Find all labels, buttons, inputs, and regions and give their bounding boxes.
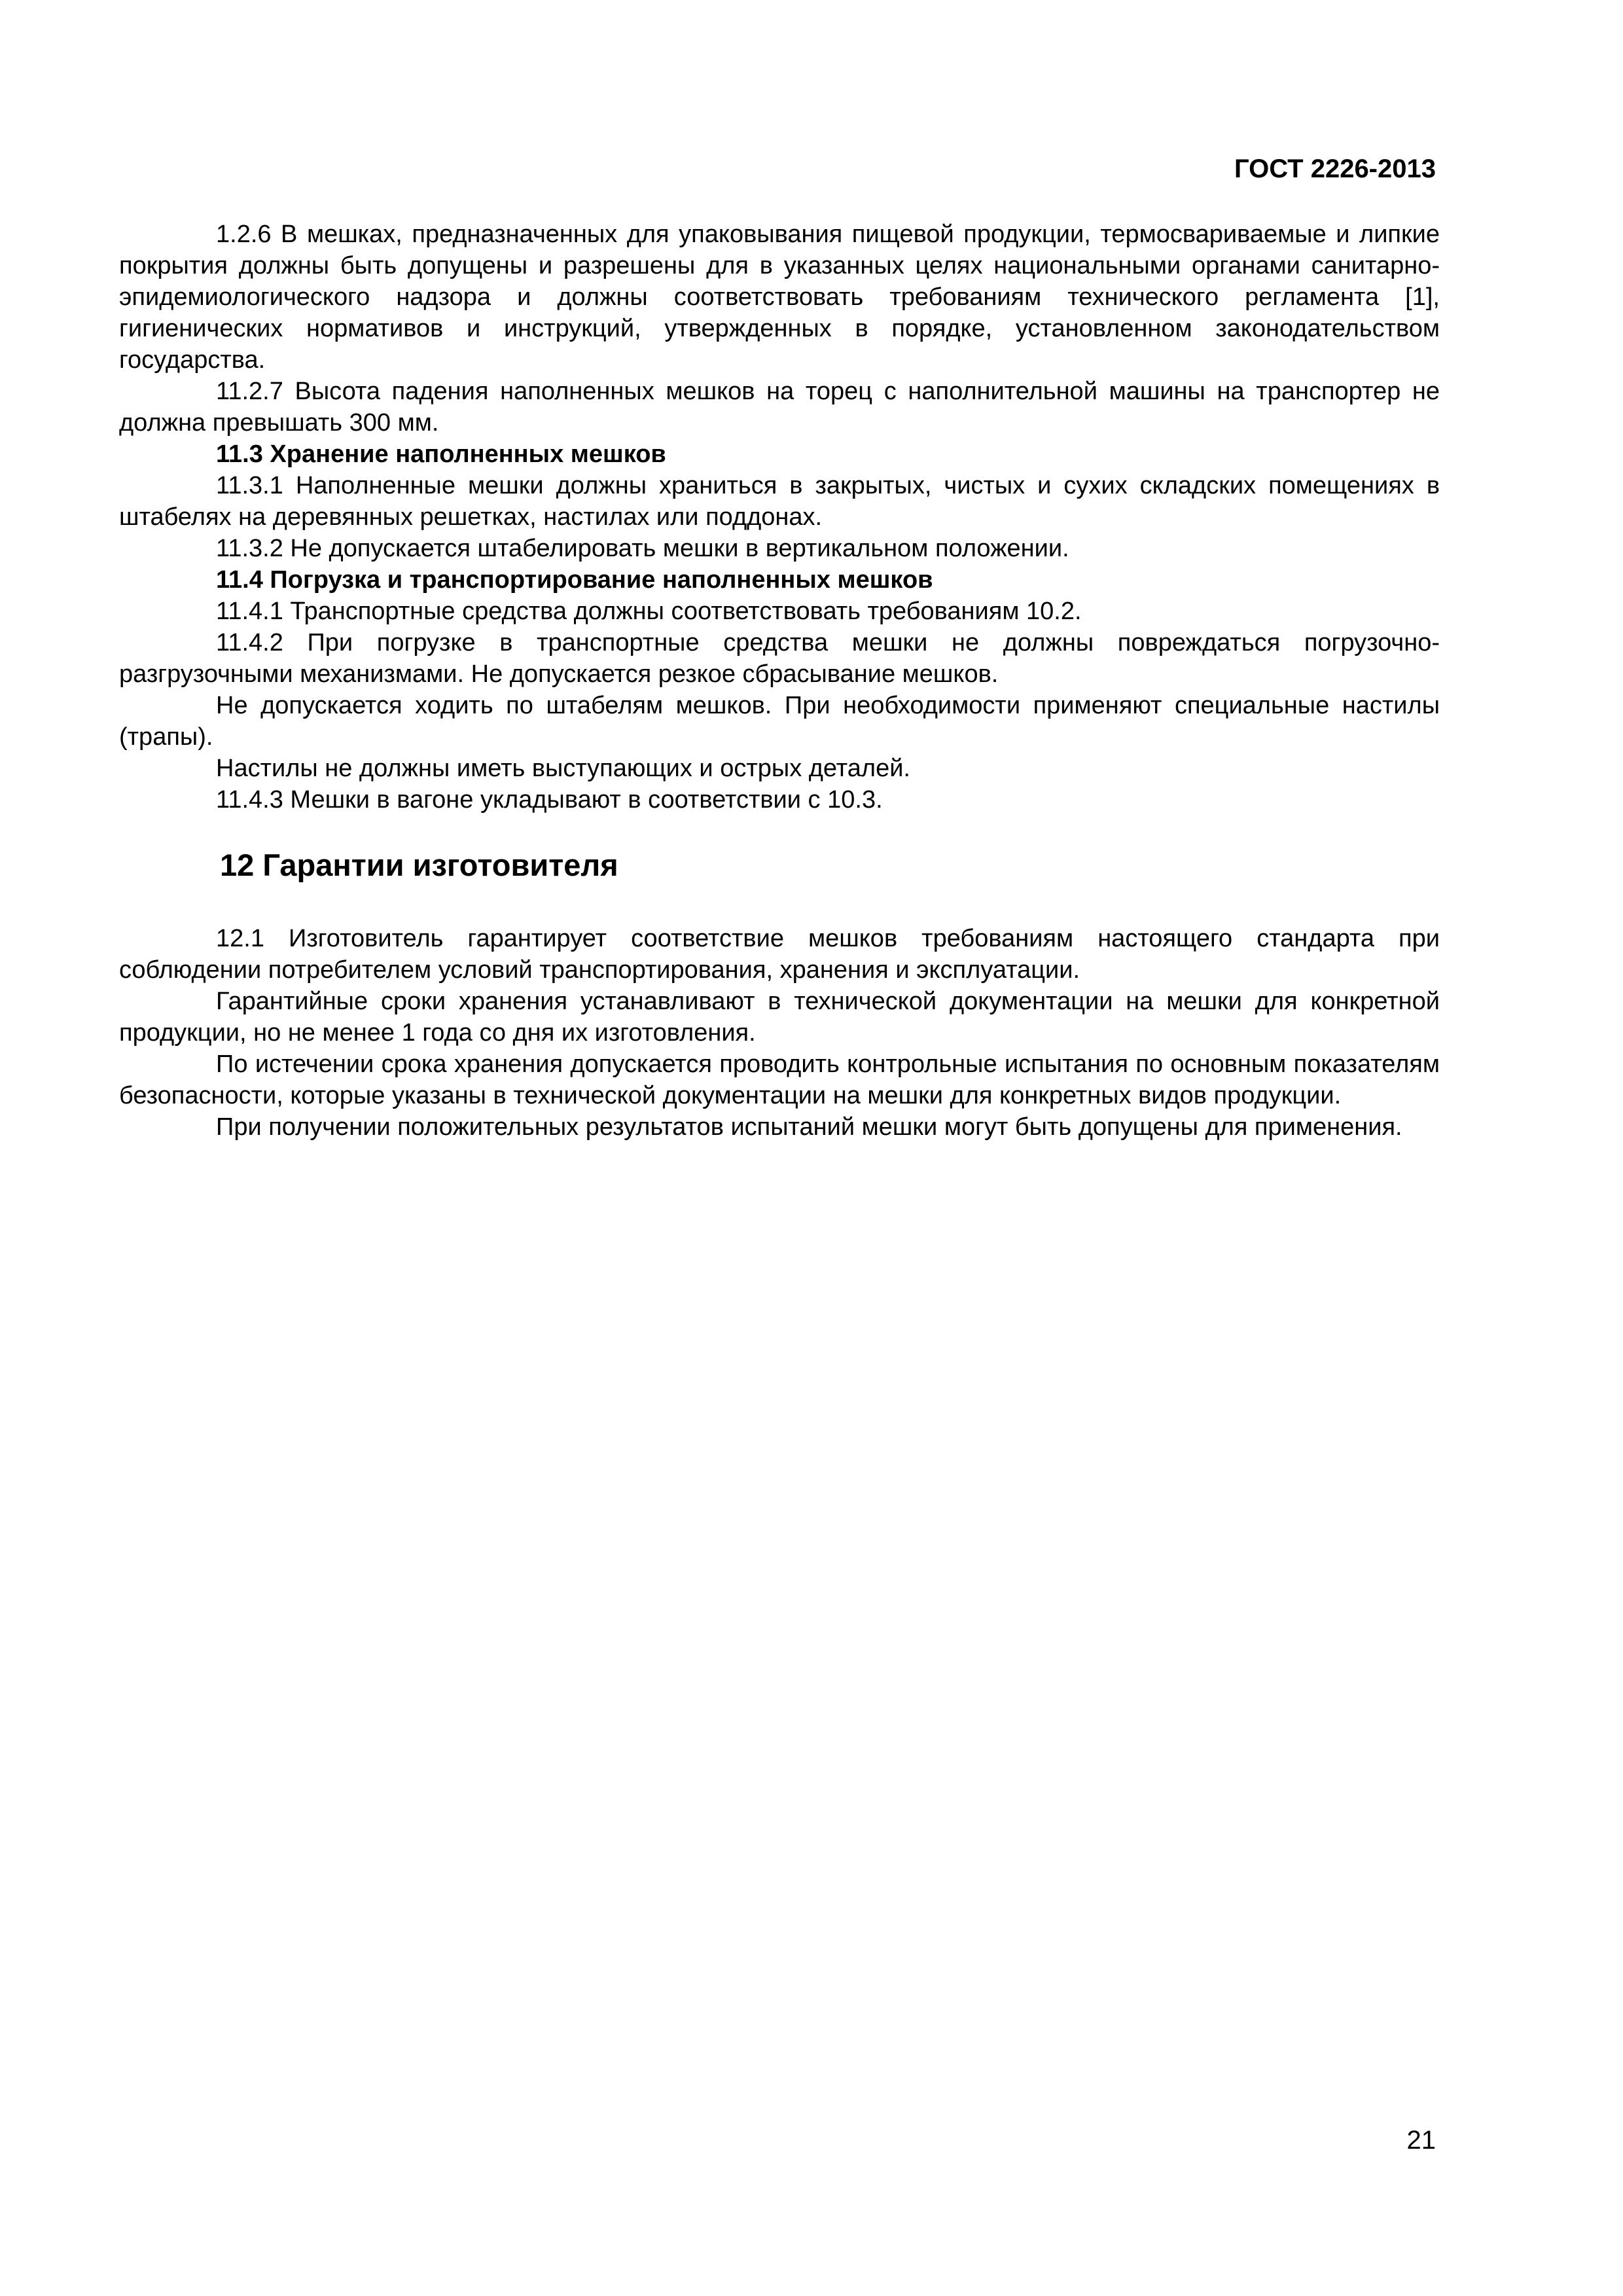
paragraph-positive-results: При получении положительных результатов испытаний мешки могут быть допущены для применения.: [216, 1113, 1402, 1141]
standard-code-header: ГОСТ 2226-2013: [1234, 154, 1436, 183]
subsection-heading-11-3: 11.3 Хранение наполненных мешков: [216, 440, 666, 468]
paragraph-12-1: 12.1 Изготовитель гарантирует соответствие мешков требованиям настоящего стандарта при соблюдении потребителем условий транспортирования, хранения и эксплуатации.: [119, 925, 1440, 984]
paragraph-11-4-2: 11.4.2 При погрузке в транспортные средства мешки не должны повреждаться погрузочно-разгрузочными механизмами. Не допускается резкое сбрасывание мешков.: [119, 629, 1440, 688]
section-12-heading: 12 Гарантии изготовителя: [220, 848, 618, 882]
paragraph-no-walking: Не допускается ходить по штабелям мешков. При необходимости применяют специальные настилы (трапы).: [119, 692, 1440, 751]
paragraph-11-2-7: 11.2.7 Высота падения наполненных мешков на торец с наполнительной машины на транспортер не должна превышать 300 мм.: [119, 378, 1440, 437]
paragraph-warranty-period: Гарантийные сроки хранения устанавливают в технической документации на мешки для конкретной продукции, но не менее 1 года со дня их изготовления.: [119, 988, 1440, 1047]
paragraph-11-3-2: 11.3.2 Не допускается штабелировать мешки в вертикальном положении.: [216, 535, 1069, 562]
paragraph-flooring: Настилы не должны иметь выступающих и острых деталей.: [216, 755, 910, 782]
paragraph-11-4-3: 11.4.3 Мешки в вагоне укладывают в соответствии с 10.3.: [216, 786, 883, 814]
page-number: 21: [1406, 2126, 1436, 2155]
section-12-body: [119, 923, 1440, 1143]
paragraph-1-2-6: 1.2.6 В мешках, предназначенных для упаковывания пищевой продукции, термосвариваемые и липкие покрытия должны быть допущены и разрешены для в указанных целях национальными органами санитарно-эпидемиологического надзора и должны соответствовать требованиям технического регламента [1], гигиенических нормативов и инструкций, утвержденных в порядке, установленном законодательством государства.: [119, 221, 1440, 374]
paragraph-11-3-1: 11.3.1 Наполненные мешки должны храниться в закрытых, чистых и сухих складских помещениях в штабелях на деревянных решетках, настилах или поддонах.: [119, 472, 1440, 531]
section-11-body: [119, 219, 1440, 816]
subsection-heading-11-4: 11.4 Погрузка и транспортирование наполненных мешков: [216, 566, 933, 594]
paragraph-11-4-1: 11.4.1 Транспортные средства должны соответствовать требованиям 10.2.: [216, 598, 1082, 625]
paragraph-expiry-testing: По истечении срока хранения допускается проводить контрольные испытания по основным показателям безопасности, которые указаны в технической документации на мешки для конкретных видов продукции.: [119, 1050, 1440, 1109]
